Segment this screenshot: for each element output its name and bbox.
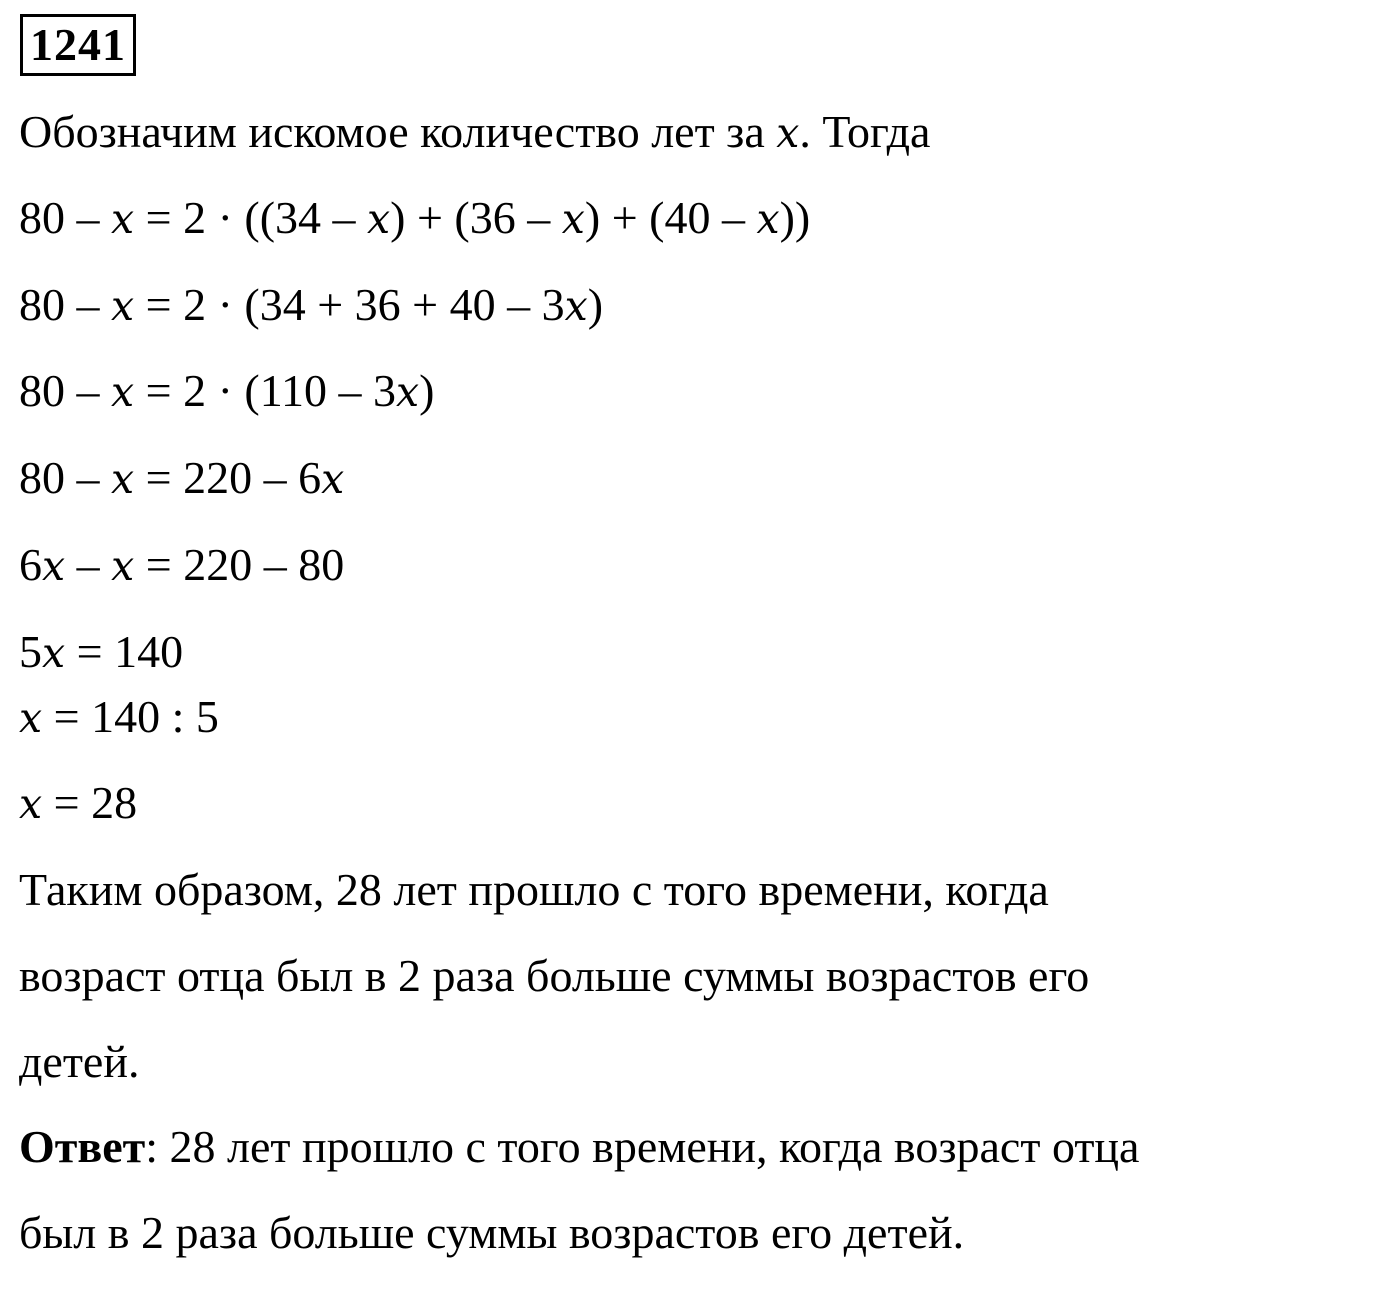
equation-text: 5 [19, 626, 42, 677]
equation-text: = 2 · (34 + 36 + 40 – 3 [134, 279, 565, 330]
equation-text: 80 – [19, 452, 111, 503]
equation-variable: x [111, 195, 135, 243]
equation-text: = 140 : 5 [42, 691, 219, 742]
equation-text: 80 – [19, 192, 111, 243]
equation-text: 80 – [19, 279, 111, 330]
equation-text: = 2 · ((34 – [134, 192, 368, 243]
equation-variable: x [111, 542, 135, 590]
equation-variable: x [19, 694, 43, 742]
problem-number: 1241 [30, 19, 126, 70]
equation-line [19, 190, 810, 247]
equation-variable: x [111, 368, 135, 416]
answer-label: Ответ [19, 1121, 146, 1172]
problem-number-box [20, 14, 136, 76]
equation-line [19, 450, 344, 507]
equation-line [19, 363, 434, 420]
equation-text: = 2 · (110 – 3 [134, 365, 396, 416]
equation-text: )) [779, 192, 811, 243]
equation-text: ) [587, 279, 604, 330]
intro-line [19, 104, 930, 161]
intro-variable: x [776, 109, 800, 157]
equation-text: ) + (40 – [584, 192, 757, 243]
equation-line [19, 775, 137, 832]
equation-variable: x [321, 455, 345, 503]
conclusion-line-3: детей. [19, 1036, 140, 1087]
equation-variable: x [396, 368, 420, 416]
equation-line [19, 624, 183, 681]
equation-line [19, 689, 219, 746]
equation-variable: x [367, 195, 391, 243]
equation-variable: x [756, 195, 780, 243]
intro-text: Обозначим искомое количество лет за [19, 106, 777, 157]
equation-variable: x [111, 455, 135, 503]
equation-text: 6 [19, 539, 42, 590]
equation-text: 80 – [19, 365, 111, 416]
answer-line-2: был в 2 раза больше суммы возрастов его детей. [19, 1207, 965, 1258]
equation-variable: x [42, 542, 66, 590]
conclusion-line-1: Таким образом, 28 лет прошло с того времени, когда [19, 864, 1049, 915]
intro-text-end: . Тогда [799, 106, 931, 157]
equation-text: = 220 – 6 [134, 452, 322, 503]
equation-text: ) [419, 365, 435, 416]
equation-variable: x [42, 629, 66, 677]
conclusion-line-2: возраст отца был в 2 раза больше суммы возрастов его [19, 950, 1090, 1001]
equation-text: = 220 – 80 [134, 539, 345, 590]
equation-variable: x [564, 282, 588, 330]
answer-line-1 [19, 1119, 1139, 1175]
equation-line [19, 277, 603, 334]
equation-text: = 140 [65, 626, 184, 677]
equation-variable: x [111, 282, 135, 330]
equation-variable: x [561, 195, 585, 243]
equation-variable: x [19, 780, 43, 828]
equation-line [19, 537, 344, 594]
equation-text: = 28 [42, 777, 138, 828]
equation-text: – [65, 539, 112, 590]
equation-text: ) + (36 – [390, 192, 562, 243]
answer-text-1: : 28 лет прошло с того времени, когда возраст отца [145, 1121, 1140, 1172]
